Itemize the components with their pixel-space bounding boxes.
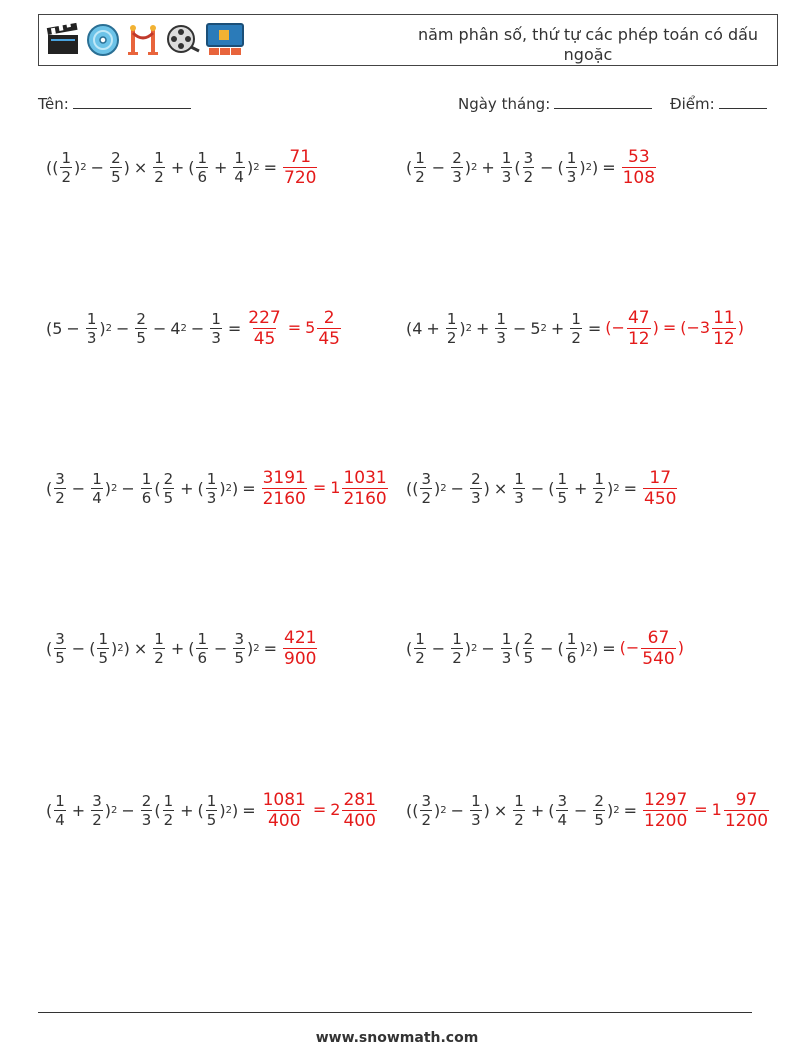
- barrier-stand-icon: [125, 21, 161, 57]
- problem-3: (5 − $\frac{1}{3}$ ) 2 − $\frac{2}{5}$ − 4 2 − $\frac{1}{3}$ = $\frac{227}{45}$ = 5 $\frac{2}{45}$: [46, 308, 343, 349]
- answer-2: $\frac{53}{108}$: [622, 147, 656, 188]
- score-blank[interactable]: [719, 94, 767, 109]
- problem-9: ( $\frac{1}{4}$ + $\frac{3}{2}$ ) 2 − $\frac{2}{3}$ ( $\frac{1}{2}$ + ( $\frac{1}{5}$ ) 2 ) = $\frac{1081}{400}$ = 2 $\frac{281}{400}$: [46, 790, 379, 831]
- answer-4: (− $\frac{47}{12}$ ) = (−3 $\frac{11}{12}$ ): [605, 308, 744, 349]
- answer-9: $\frac{1081}{400}$ = 2 $\frac{281}{400}$: [262, 790, 376, 831]
- name-field[interactable]: [38, 94, 191, 113]
- problem-8: ( $\frac{1}{2}$ − $\frac{1}{2}$ ) 2 − $\frac{1}{3}$ ( $\frac{2}{5}$ − ( $\frac{1}{6}$ ) 2 ) = (− $\frac{67}{540}$ ): [406, 628, 684, 669]
- header-icons: [45, 21, 245, 57]
- header-box: [38, 14, 778, 66]
- date-label: Ngày tháng:: [458, 95, 551, 113]
- answer-7: $\frac{421}{900}$: [284, 628, 317, 669]
- disc-icon: [85, 21, 121, 57]
- answer-6: $\frac{17}{450}$: [644, 468, 677, 509]
- answer-1: $\frac{71}{720}$: [284, 147, 317, 188]
- score-field[interactable]: [670, 94, 767, 113]
- score-label: Điểm:: [670, 95, 715, 113]
- problem-5: ( $\frac{3}{2}$ − $\frac{1}{4}$ ) 2 − $\frac{1}{6}$ ( $\frac{2}{5}$ + ( $\frac{1}{3}$ ) 2 ) = $\frac{3191}{2160}$ = 1 $\frac{1031}{2160}$: [46, 468, 390, 509]
- tv-icon: [205, 21, 245, 57]
- answer-8: (− $\frac{67}{540}$ ): [619, 628, 684, 669]
- date-blank[interactable]: [554, 94, 652, 109]
- problem-2: ( $\frac{1}{2}$ − $\frac{2}{3}$ ) 2 + $\frac{1}{3}$ ( $\frac{3}{2}$ − ( $\frac{1}{3}$ ) 2 ) = $\frac{53}{108}$: [406, 147, 658, 188]
- problem-4: (4 + $\frac{1}{2}$ ) 2 + $\frac{1}{3}$ − 5 2 + $\frac{1}{2}$ = (− $\frac{47}{12}$ ) = (−3 $\frac{11}{12}$ ): [406, 308, 744, 349]
- name-blank[interactable]: [73, 94, 191, 109]
- clapperboard-icon: [45, 21, 81, 57]
- problem-7: ( $\frac{3}{5}$ − ( $\frac{1}{5}$ ) 2 ) × $\frac{1}{2}$ + ( $\frac{1}{6}$ − $\frac{3}{5}$ ) 2 = $\frac{421}{900}$: [46, 628, 319, 669]
- answer-3: $\frac{227}{45}$ = 5 $\frac{2}{45}$: [248, 308, 340, 349]
- problem-10: (( $\frac{3}{2}$ ) 2 − $\frac{1}{3}$ ) × $\frac{1}{2}$ + ( $\frac{3}{4}$ − $\frac{2}{5}$ ) 2 = $\frac{1297}{1200}$ = 1 $\frac{97}{1200}$: [406, 790, 771, 831]
- problem-1: (( $\frac{1}{2}$ ) 2 − $\frac{2}{5}$ ) × $\frac{1}{2}$ + ( $\frac{1}{6}$ + $\frac{1}{4}$ ) 2 = $\frac{71}{720}$: [46, 147, 319, 188]
- film-reel-icon: [165, 21, 201, 57]
- footer-url[interactable]: www.snowmath.com: [315, 1030, 479, 1046]
- worksheet-title: năm phân số, thứ tự các phép toán có dấu ngoặc: [417, 25, 759, 64]
- footer-divider: [38, 1012, 752, 1013]
- problem-6: (( $\frac{3}{2}$ ) 2 − $\frac{2}{3}$ ) × $\frac{1}{3}$ − ( $\frac{1}{5}$ + $\frac{1}{2}$ ) 2 = $\frac{17}{450}$: [406, 468, 679, 509]
- name-label: Tên:: [38, 95, 69, 113]
- answer-5: $\frac{3191}{2160}$ = 1 $\frac{1031}{2160}$: [262, 468, 387, 509]
- date-field[interactable]: [458, 94, 652, 113]
- answer-10: $\frac{1297}{1200}$ = 1 $\frac{97}{1200}$: [644, 790, 769, 831]
